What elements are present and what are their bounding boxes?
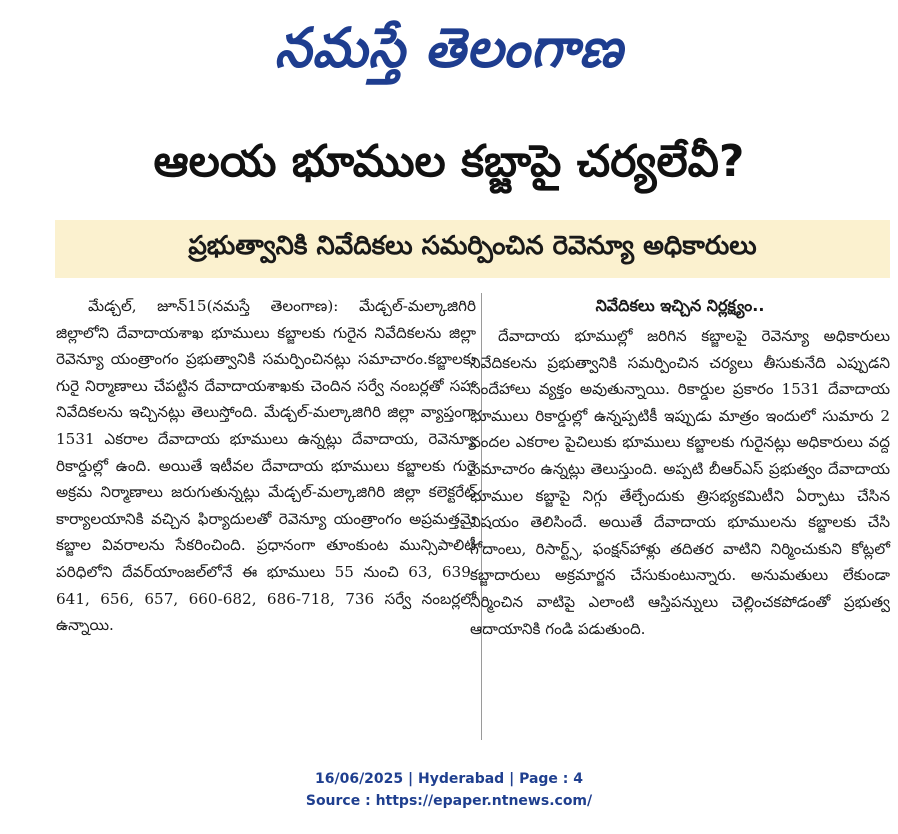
right-column-paragraph: దేవాదాయ భూముల్లో జరిగిన కబ్జాలపై రెవెన్యూ అధికారులు నివేదికలను ప్రభుత్వానికి సమర్పించిన చర్యలు తీసుకునేది ఎప్పుడని సందేహాలు వ్యక్తం అవుతున్నాయి. రికార్డుల ప్రకారం 1531 దేవాదాయ భూములు రికార్డుల్లో ఉన్నప్పటికీ ఇప్పుడు మాత్రం ఇందులో సుమారు 2 వందల ఎకరాల పైచిలుకు భూములు కబ్జాలకు గురైనట్లు అధికారులు వద్ద సమాచారం ఉన్నట్లు తెలుస్తుంది. అప్పటి బీఆర్‌ఎస్ ప్రభుత్వం దేవాదాయ భూముల కబ్జాపై నిగ్గు తేల్చేందుకు త్రిసభ్యకమిటీని ఏర్పాటు చేసిన విషయం తెలిసిందే. అయితే దేవాదాయ భూములను కబ్జాలకు చేసి గోదాంలు, రిసార్ట్స్, ఫంక్షన్‌హాళ్లు తదితర వాటిని నిర్మించుకుని కోట్లలో కబ్జాదారులు అక్రమార్జన చేసుకుంటున్నారు. అనుమతులు లేకుండా నిర్మించిన వాటిపై ఎలాంటి ఆస్తిపన్నులు చెల్లించకపోడంతో ప్రభుత్వ ఆదాయానికి గండి పడుతుంది.	[470, 327, 890, 638]
newspaper-logo: నమస్తే తెలంగాణ	[274, 16, 624, 80]
right-column-heading: నివేదికలు ఇచ్చిన నిర్లక్ష్యం..	[595, 296, 765, 315]
article-headline: ఆలయ భూముల కబ్జాపై చర్యలేవీ?	[153, 136, 745, 187]
article-subheadline: ప్రభుత్వానికి నివేదికలు సమర్పించిన రెవెన్యూ అధికారులు	[55, 220, 890, 278]
article-left-column	[56, 293, 476, 639]
masthead	[0, 0, 898, 110]
footer-date-page: 16/06/2025 | Hyderabad | Page : 4	[314, 771, 584, 787]
left-column-paragraph: మేడ్చల్, జూన్15(నమస్తే తెలంగాణ): మేడ్చల్-మల్కాజిగిరి జిల్లాలోని దేవాదాయశాఖ భూములు కబ్జాలకు గురైన నివేదికలను జిల్లా రెవెన్యూ యంత్రాంగం ప్రభుత్వానికి సమర్పించినట్లు సమాచారం.కబ్జాలకు గురై నిర్మాణాలు చేపట్టిన దేవాదాయశాఖకు చెందిన సర్వే నంబర్లతో సహా నివేదికలను ఇచ్చినట్లు తెలుస్తోంది. మేడ్చల్-మల్కాజిగిరి జిల్లా వ్యాప్తంగా 1531 ఎకరాల దేవాదాయ భూములు ఉన్నట్లు దేవాదాయ, రెవెన్యూ రికార్డుల్లో ఉంది. అయితే ఇటీవల దేవాదాయ భూములు కబ్జాలకు గురై అక్రమ నిర్మాణాలు జరుగుతున్నట్లు మేడ్చల్-మల్కాజిగిరి జిల్లా కలెక్టరేట్ కార్యాలయానికి వచ్చిన ఫిర్యాదులతో రెవెన్యూ యంత్రాంగం అప్రమత్తమై కబ్జాల వివరాలను సేకరించింది. ప్రధానంగా తూంకుంట మున్సిపాలిటీ పరిధిలోని దేవర్‌యాంజల్‌లోనే ఈ భూములు 55 నుంచి 63, 639-641, 656, 657, 660-682, 686-718, 736 సర్వే నంబర్లలో ఉన్నాయి.	[56, 297, 476, 635]
article-right-column	[470, 293, 890, 642]
footer	[0, 768, 898, 812]
footer-source-link[interactable]: Source : https://epaper.ntnews.com/	[305, 793, 593, 809]
